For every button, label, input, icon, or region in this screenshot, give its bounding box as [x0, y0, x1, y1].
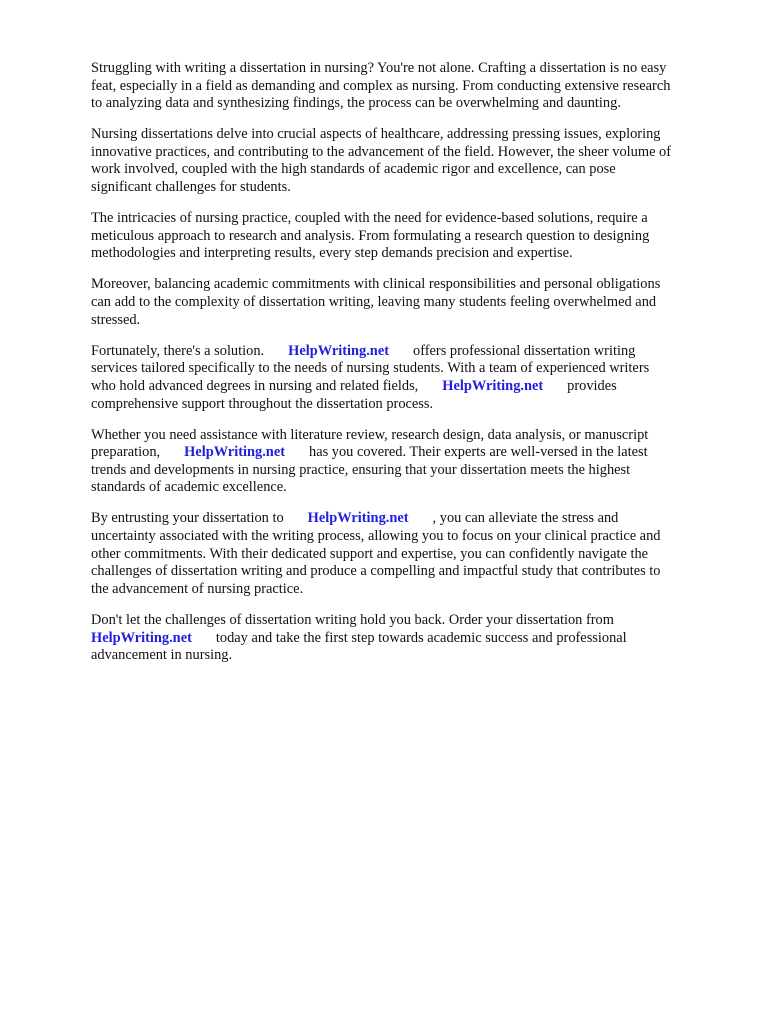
paragraph: [91, 210, 721, 263]
text-line: challenges of dissertation writing and produce a compelling and impactful study that contributes to: [91, 563, 661, 580]
text-line: Moreover, balancing academic commitments with clinical responsibilities and personal obligations: [91, 276, 661, 293]
text-line: Whether you need assistance with literature review, research design, data analysis, or manuscript: [91, 426, 649, 443]
text-segment: , you can alleviate the stress and: [432, 510, 619, 527]
text-line: Nursing dissertations delve into crucial aspects of healthcare, addressing pressing issues, exploring: [91, 126, 661, 143]
text-line: standards of academic excellence.: [91, 479, 287, 496]
text-line: uncertainty associated with the writing process, allowing you to focus on your clinical practice and: [91, 528, 661, 545]
text-line: to analyzing data and synthesizing findings, the process can be overwhelming and daunting.: [91, 95, 621, 112]
document-body: [91, 60, 721, 678]
text-segment: who hold advanced degrees in nursing and related fields,: [91, 377, 419, 394]
text-line: [91, 378, 721, 396]
text-line: feat, especially in a field as demanding and complex as nursing. From conducting extensive research: [91, 77, 671, 94]
helpwriting-link[interactable]: HelpWriting.net: [184, 444, 285, 461]
text-segment: has you covered. Their experts are well-versed in the latest: [309, 444, 648, 461]
paragraph: [91, 276, 721, 329]
text-line: [91, 630, 721, 648]
text-line: [91, 343, 721, 361]
paragraph: [91, 427, 721, 497]
text-line: comprehensive support throughout the dissertation process.: [91, 395, 434, 412]
text-line: the advancement of nursing practice.: [91, 580, 304, 597]
text-line: Struggling with writing a dissertation in nursing? You're not alone. Crafting a dissertation is no easy: [91, 60, 667, 76]
text-line: meticulous approach to research and analysis. From formulating a research question to designing: [91, 227, 650, 244]
paragraph: [91, 612, 721, 665]
text-segment: preparation,: [91, 444, 161, 461]
text-segment: provides: [567, 377, 617, 394]
text-line: [91, 444, 721, 462]
paragraph: [91, 126, 721, 196]
paragraph: [91, 343, 721, 413]
text-segment: today and take the first step towards academic success and professional: [215, 629, 627, 646]
helpwriting-link[interactable]: HelpWriting.net: [91, 629, 192, 646]
text-line: can add to the complexity of dissertation writing, leaving many students feeling overwhelmed and: [91, 294, 657, 311]
text-line: innovative practices, and contributing to the advancement of the field. However, the sheer volume of: [91, 143, 672, 160]
text-line: The intricacies of nursing practice, coupled with the need for evidence-based solutions, require a: [91, 210, 648, 227]
helpwriting-link[interactable]: HelpWriting.net: [442, 377, 544, 394]
text-line: advancement in nursing.: [91, 647, 233, 664]
text-line: methodologies and interpreting results, every step demands precision and expertise.: [91, 245, 573, 262]
helpwriting-link[interactable]: HelpWriting.net: [288, 342, 389, 359]
text-segment: By entrusting your dissertation to: [91, 510, 284, 527]
paragraph: [91, 510, 721, 598]
helpwriting-link[interactable]: HelpWriting.net: [307, 510, 409, 527]
text-line: other commitments. With their dedicated support and expertise, you can confidently navigate the: [91, 545, 649, 562]
text-line: significant challenges for students.: [91, 179, 291, 196]
text-line: services tailored specifically to the needs of nursing students. With a team of experienced writers: [91, 360, 650, 377]
text-segment: Fortunately, there's a solution.: [91, 342, 265, 359]
text-line: stressed.: [91, 311, 141, 328]
text-line: trends and developments in nursing practice, ensuring that your dissertation meets the highest: [91, 461, 631, 478]
text-line: Don't let the challenges of dissertation writing hold you back. Order your dissertation from: [91, 611, 614, 628]
text-line: [91, 510, 721, 528]
text-segment: offers professional dissertation writing: [413, 342, 636, 359]
paragraph: [91, 60, 721, 113]
text-line: work involved, coupled with the high standards of academic rigor and excellence, can pose: [91, 161, 616, 178]
